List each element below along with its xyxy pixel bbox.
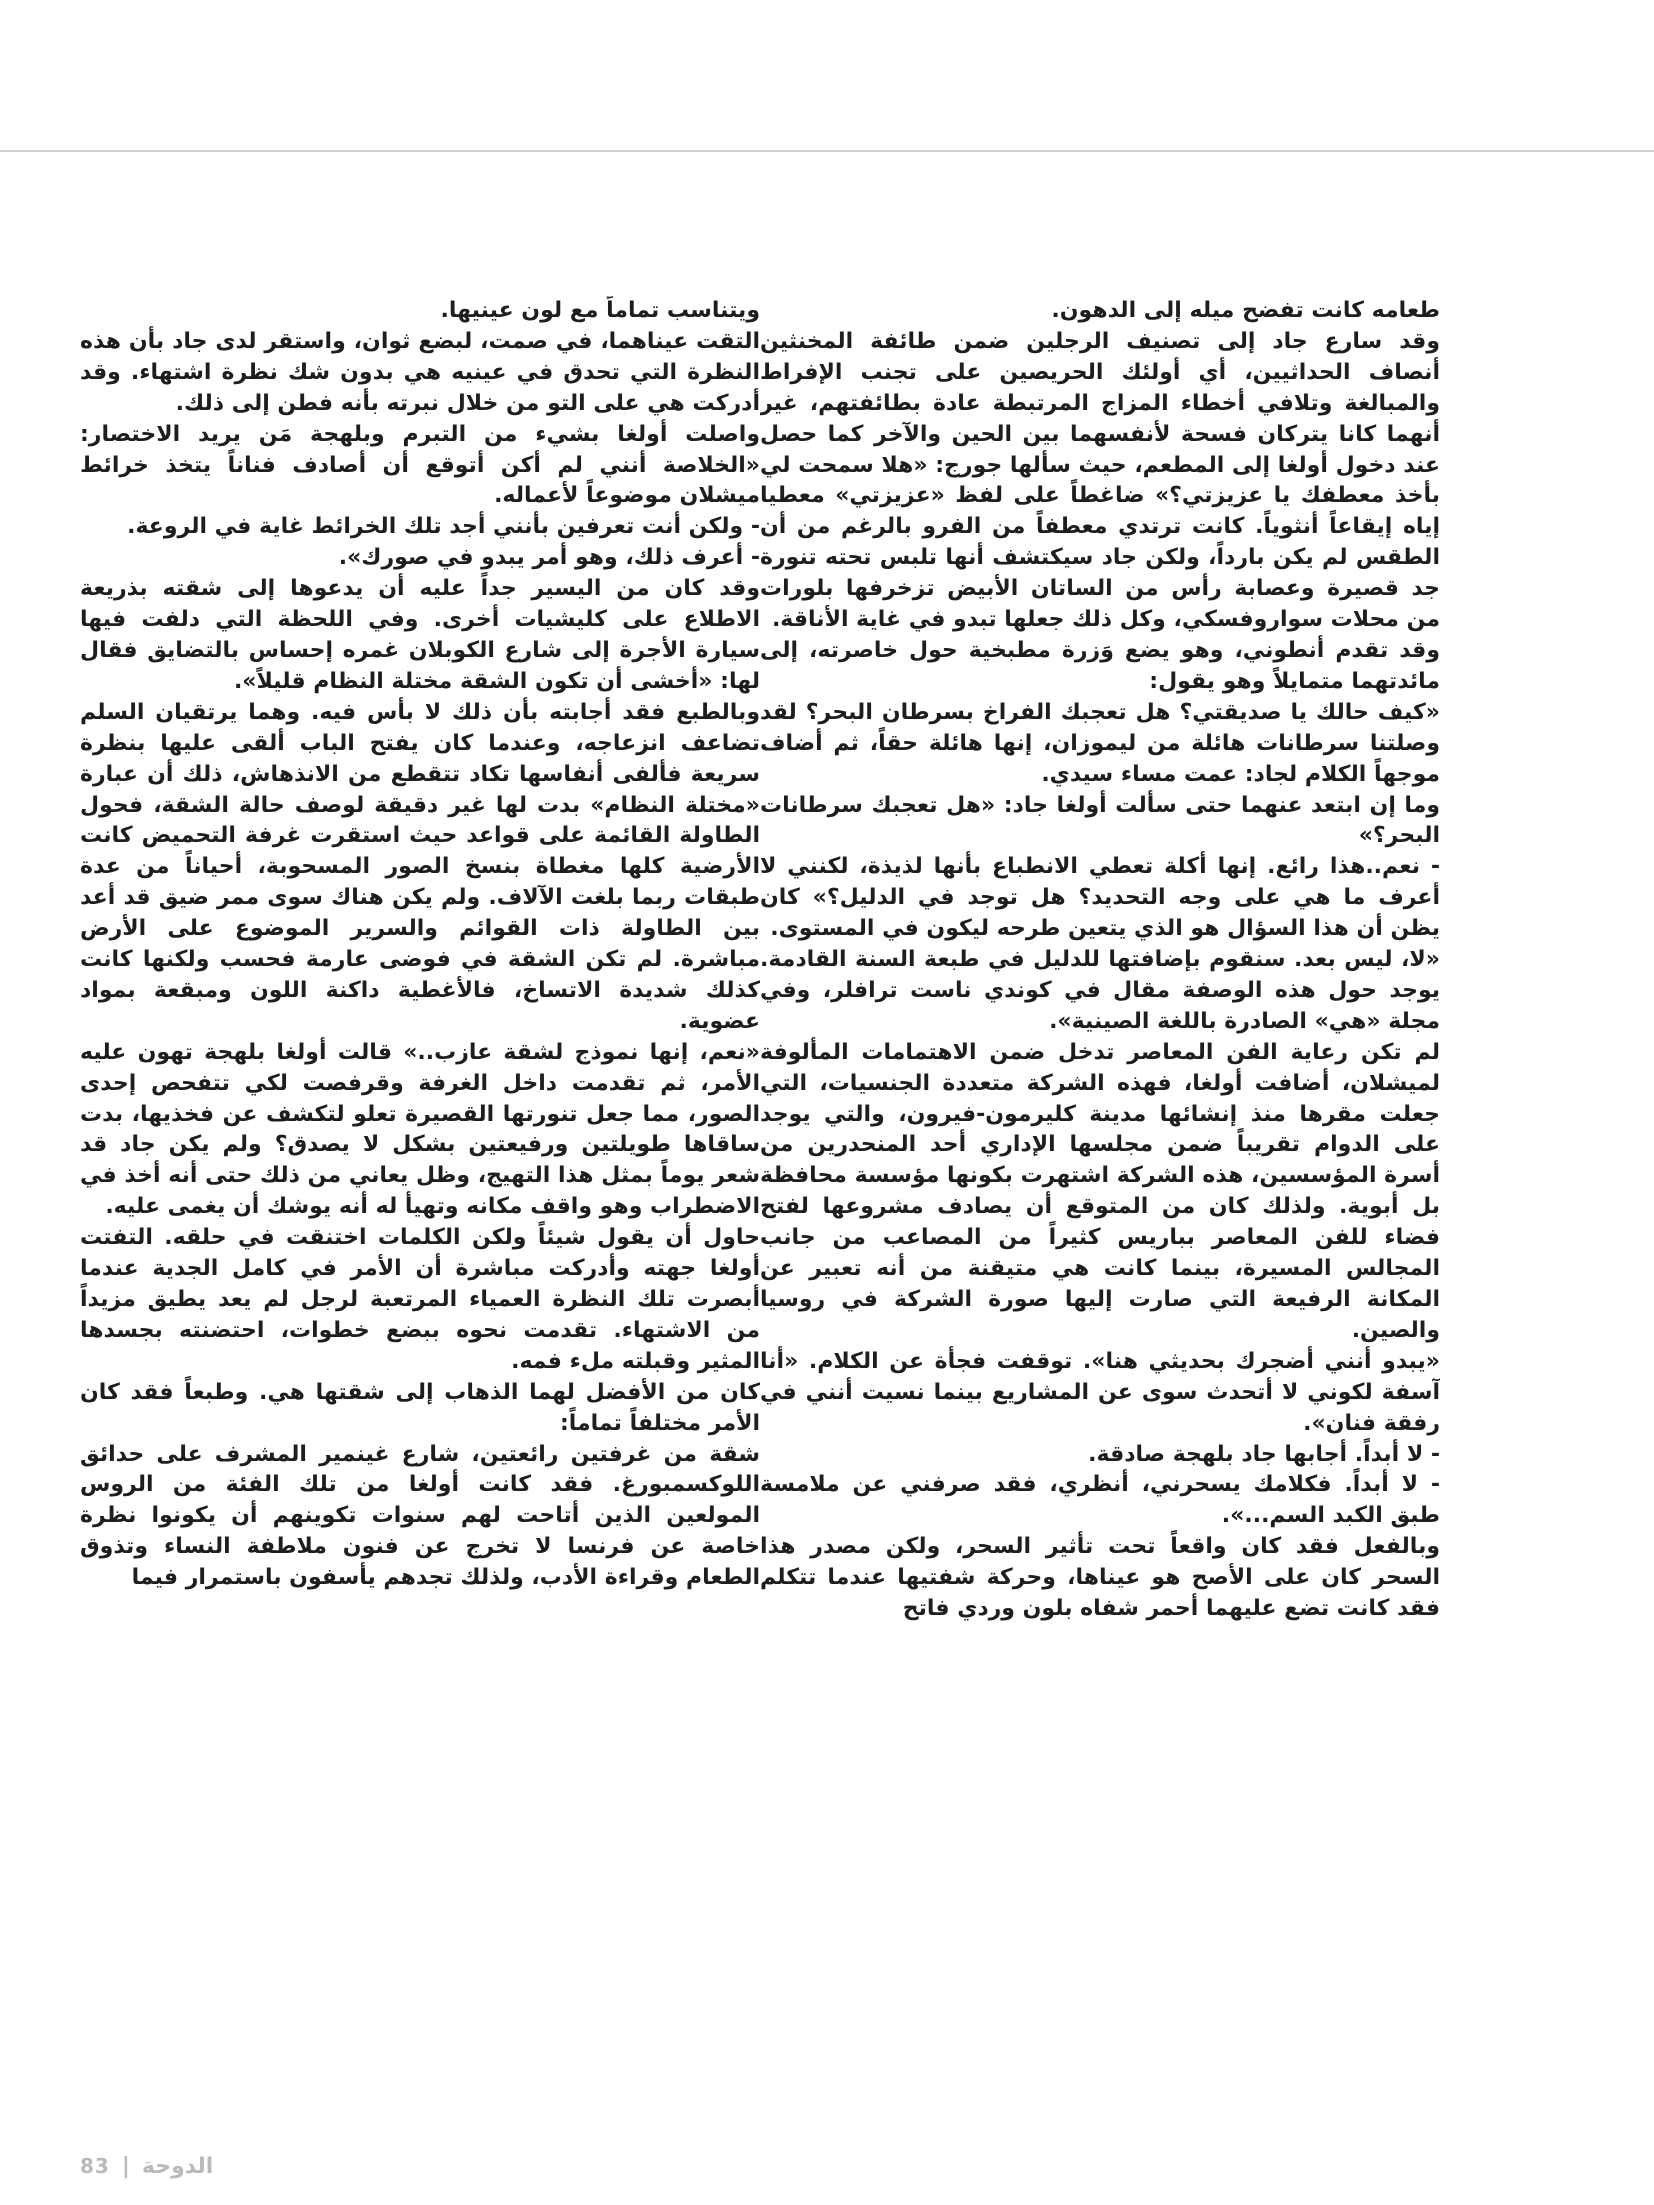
paragraph: واصلت أولغا بشيء من التبرم وبلهجة مَن يريد الاختصار: «الخلاصة أنني لم أكن أتوقع أن أصادف فناناً يتخذ خرائط ميشلان موضوعاً لأعماله. [80, 421, 760, 509]
paragraph: - ولكن أنت تعرفين بأنني أجد تلك الخرائط غاية في الروعة. [127, 514, 760, 540]
paragraph: وما إن ابتعد عنهما حتى سألت أولغا جاد: «هل تعجبك سرطانات البحر؟» [760, 792, 1440, 849]
footer-separator: | [121, 2153, 130, 2179]
article-column-right [760, 296, 1440, 2076]
paragraph: «لا، ليس بعد. سنقوم بإضافتها للدليل في طبعة السنة القادمة. يوجد حول هذه الوصفة مقال في كوندي ناست ترافلر، وفي مجلة «هي» الصادرة باللغة الصينية». [760, 947, 1440, 1034]
magazine-name: الدوحة [141, 2153, 214, 2179]
paragraph: «نعم، إنها نموذج لشقة عازب..» قالت أولغا بلهجة تهون عليه الأمر، ثم تقدمت داخل الغرفة وقرفصت لكي تتفحص إحدى الصور، مما جعل تنورتها القصيرة تعلو لتكشف عن فخذيها، بدت ساقاها طويلتين ورفيعتين بشكل لا يصدق؟ ولم يكن جاد قد شعر يوماً بمثل هذا التهيج، وظل يعاني من ذلك حتى أنه أخذ في الاضطراب وهو واقف مكانه وتهيأ له أنه يوشك أن يغمى عليه. [80, 1039, 760, 1220]
paragraph: وقد تقدم أنطوني، وهو يضع وَزرة مطبخية حول خاصرته، إلى مائدتهما متمايلاً وهو يقول: [760, 637, 1440, 694]
paragraph: وبالفعل فقد كان واقعاً تحت تأثير السحر، ولكن مصدر هذا السحر كان على الأصح هو عيناها، وحركة شفتيها عندما تتكلم فقد كانت تضع عليهما أحمر شفاه بلون وردي فاتح [760, 1534, 1440, 1622]
paragraph: وقد سارع جاد إلى تصنيف الرجلين ضمن طائفة المخنثين أنصاف الحداثيين، أي أولئك الحريصين على تجنب الإفراط والمبالغة وتلافي أخطاء المزاج المرتبطة عادة بطائفتهم، غير أنهما كانا يتركان فسحة لأنفسهما بين الحين والآخر كما حصل عند دخول أولغا إلى المطعم، حيث سألها جورج: «هلا سمحت لي بأخذ معطفك يا عزيزتي؟» ضاغطاً على لفظ «عزيزتي» معطيا إياه إيقاعاً أنثوياً. كانت ترتدي معطفاً من الفرو بالرغم من أن الطقس لم يكن بارداً، ولكن جاد سيكتشف أنها تلبس تحته تنورة جد قصيرة وعصابة رأس من الساتان الأبيض تزخرفها بلورات من محلات سواروفسكي، وكل ذلك جعلها تبدو في غاية الأناقة. [760, 328, 1440, 633]
article-column-left [80, 296, 760, 2076]
paragraph: وبالطبع فقد أجابته بأن ذلك لا بأس فيه. وهما يرتقيان السلم تضاعف انزعاجه، وعندما كان يفتح الباب ألقى عليها بنظرة سريعة فألفى أنفاسها تكاد تتقطع من الانذهاش، ذلك أن عبارة «مختلة النظام» بدت لها غير دقيقة لوصف حالة الشقة، فحول الطاولة القائمة على قواعد حيث استقرت غرفة التحميض كانت الأرضية كلها مغطاة بنسخ الصور المسحوبة، أحياناً من عدة طبقات ربما بلغت الآلاف. ولم يكن هناك سوى ممر ضيق قد أعد بين الطاولة ذات القوائم والسرير الموضوع على الأرض مباشرة. لم تكن الشقة في فوضى عارمة فحسب ولكنها كانت كذلك شديدة الاتساخ، فالأغطية داكنة اللون ومبقعة بمواد عضوية. [80, 699, 760, 1034]
paragraph: «يبدو أنني أضجرك بحديثي هنا». توقفت فجأة عن الكلام. «أنا آسفة لكوني لا أتحدث سوى عن المشاريع بينما نسيت أنني في رفقة فنان». [760, 1348, 1440, 1436]
paragraph: - أعرف ذلك، وهو أمر يبدو في صورك». [338, 545, 760, 571]
top-divider [0, 150, 1654, 152]
paragraph: كان من الأفضل لهما الذهاب إلى شقتها هي. وطبعاً فقد كان الأمر مختلفاً تماماً: [80, 1379, 760, 1436]
paragraph: - نعم..هذا رائع. إنها أكلة تعطي الانطباع بأنها لذيذة، لكنني لا أعرف ما هي على وجه التحديد؟ هل توجد في الدليل؟» كان يظن أن هذا السؤال هو الذي يتعين طرحه ليكون في المستوى. [760, 854, 1440, 942]
paragraph: طعامه كانت تفضح ميله إلى الدهون. [1051, 298, 1440, 323]
paragraph: شقة من غرفتين رائعتين، شارع غينمير المشرف على حدائق اللوكسمبورغ. فقد كانت أولغا من تلك الفئة من الروس المولعين الذين أتاحت لهم سنوات تكوينهم أن يكونوا نظرة خاصة عن فرنسا لا تخرج عن فنون ملاطفة النساء وتذوق الطعام وقراءة الأدب، ولذلك تجدهم يأسفون باستمرار فيما [80, 1441, 760, 1591]
paragraph: وقد كان من اليسير جداً عليه أن يدعوها إلى شقته بذريعة الاطلاع على كليشيات أخرى. وفي اللحظة التي دلفت فيها سيارة الأجرة إلى شارع الكوبلان غمره إحساس بالتضايق فقال لها: «أخشى أن تكون الشقة مختلة النظام قليلاً». [80, 576, 760, 694]
page-footer [80, 2150, 213, 2182]
paragraph: التقت عيناهما، في صمت، لبضع ثوان، واستقر لدى جاد بأن هذه النظرة التي تحدق في عينيه هي بدون شك نظرة اشتهاء. وقد أدركت هي على التو من خلال نبرته بأنه فطن إلى ذلك. [80, 328, 760, 416]
paragraph: ويتناسب تماماً مع لون عينيها. [440, 298, 760, 323]
page-number: 83 [80, 2154, 110, 2178]
paragraph: حاول أن يقول شيئاً ولكن الكلمات اختنقت في حلقه. التفتت أولغا جهته وأدركت مباشرة أن الأمر في كامل الجدية عندما أبصرت تلك النظرة العمياء المرتعبة لرجل لم يعد يطيق مزيداً من الاشتهاء. تقدمت نحوه ببضع خطوات، احتضنته بجسدها المثير وقبلته ملء فمه. [80, 1225, 760, 1374]
paragraph: - لا أبداً. أجابها جاد بلهجة صادقة. [1088, 1441, 1440, 1467]
paragraph: لم تكن رعاية الفن المعاصر تدخل ضمن الاهتمامات المألوفة لميشلان، أضافت أولغا، فهذه الشركة متعددة الجنسيات، التي جعلت مقرها منذ إنشائها مدينة كليرمون-فيرون، والتي يوجد على الدوام تقريباً ضمن مجلسها الإداري أحد المنحدرين من أسرة المؤسسين، هذه الشركة اشتهرت بكونها مؤسسة محافظة بل أبوية. ولذلك كان من المتوقع أن يصادف مشروعها لفتح فضاء للفن المعاصر بباريس كثيراً من المصاعب من جانب المجالس المسيرة، بينما كانت هي متيقنة من أنه تعبير عن المكانة الرفيعة التي صارت إليها صورة الشركة في روسيا والصين. [760, 1039, 1440, 1343]
paragraph: «كيف حالك يا صديقتي؟ هل تعجبك الفراخ بسرطان البحر؟ لقد وصلتنا سرطانات هائلة من ليموزان، إنها هائلة حقاً، ثم أضاف موجهاً الكلام لجاد: عمت مساء سيدي. [760, 699, 1440, 787]
paragraph: - لا أبداً. فكلامك يسحرني، أنظري، فقد صرفني عن ملامسة طبق الكبد السم...». [760, 1472, 1440, 1529]
